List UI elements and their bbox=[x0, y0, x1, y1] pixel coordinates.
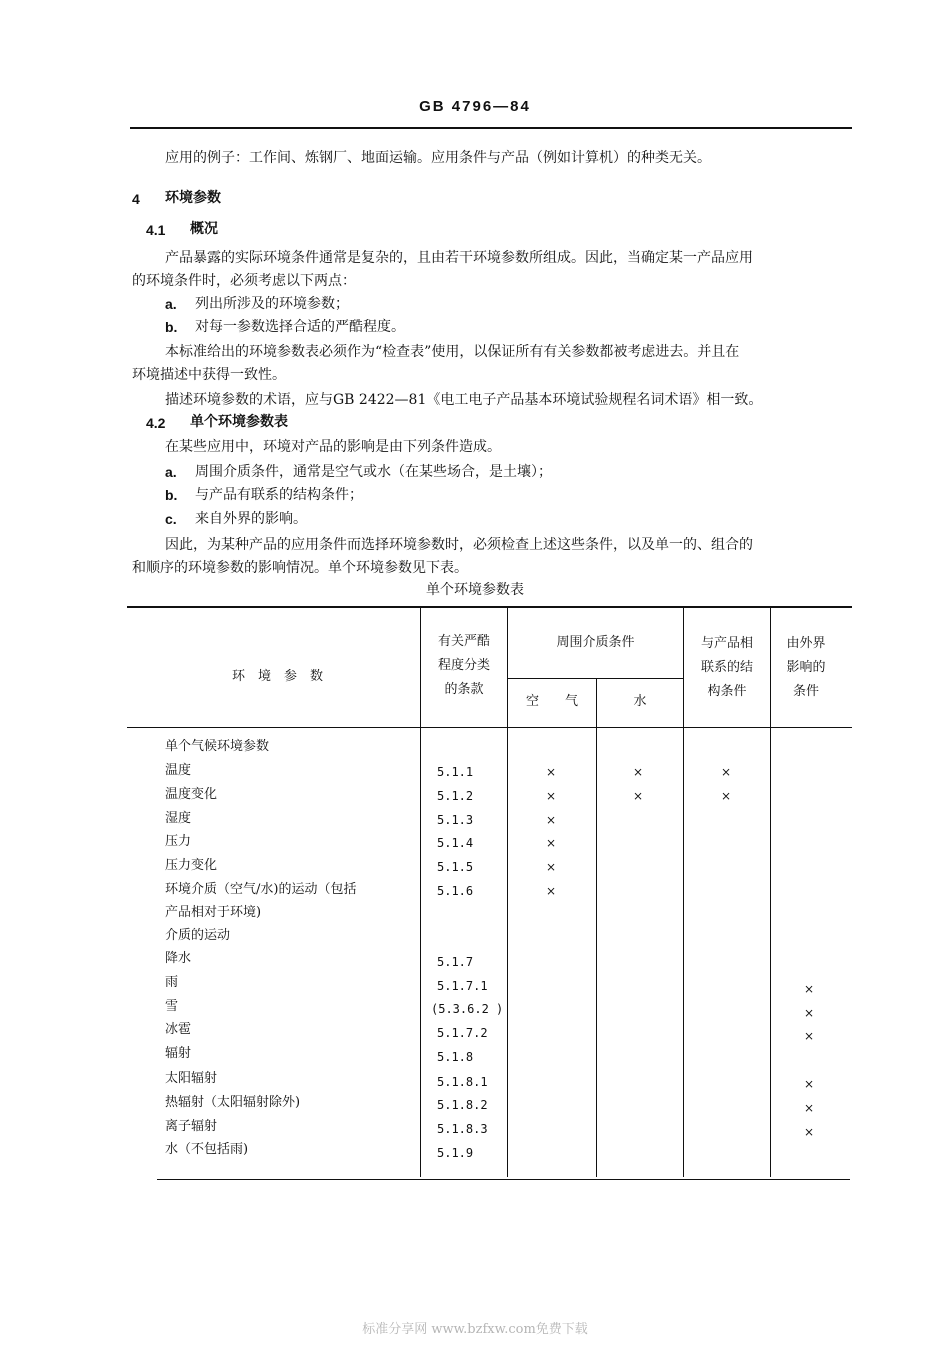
row-param: 产品相对于环境) bbox=[165, 905, 262, 920]
row-param: 冰雹 bbox=[165, 1022, 192, 1037]
mark-external: × bbox=[803, 1077, 815, 1091]
item-b2-text: 与产品有联系的结构条件； bbox=[195, 487, 363, 503]
item-c2-text: 来自外界的影响。 bbox=[195, 511, 307, 527]
header-clause-line2: 程度分类 bbox=[437, 658, 490, 673]
item-b-text: 对每一参数选择合适的严酷程度。 bbox=[195, 319, 405, 335]
row-clause: 5.1.8.3 bbox=[437, 1122, 488, 1136]
mark-struct: × bbox=[720, 789, 732, 803]
mark-water: × bbox=[632, 765, 644, 779]
item-b-mark: b. bbox=[165, 319, 178, 335]
row-clause: 5.1.1 bbox=[437, 765, 474, 779]
row-clause: 5.1.7 bbox=[437, 955, 474, 969]
paragraph-4-2-p2-line1: 因此，为某种产品的应用条件而选择环境参数时，必须检查上述这些条件，以及单一的、组合的 bbox=[165, 537, 753, 553]
item-c2-mark: c. bbox=[165, 511, 177, 527]
col-divider-water bbox=[596, 678, 597, 1177]
section-4-2-title: 单个环境参数表 bbox=[190, 414, 288, 430]
mark-external: × bbox=[803, 1125, 815, 1139]
row-param: 压力变化 bbox=[165, 858, 218, 873]
item-a2-text: 周围介质条件，通常是空气或水（在某些场合，是土壤）； bbox=[195, 464, 552, 480]
mark-air: × bbox=[545, 836, 557, 850]
row-clause: 5.1.2 bbox=[437, 789, 474, 803]
paragraph-4-1-line2: 的环境条件时，必须考虑以下两点： bbox=[132, 273, 356, 289]
item-a2-mark: a. bbox=[165, 464, 177, 480]
header-medium: 周围介质条件 bbox=[556, 635, 635, 650]
row-clause: 5.1.5 bbox=[437, 860, 474, 874]
standard-number-header: GB 4796—84 bbox=[419, 98, 531, 115]
mark-external: × bbox=[803, 982, 815, 996]
header-external-line2: 影响的 bbox=[786, 660, 826, 675]
row-param: 太阳辐射 bbox=[165, 1071, 218, 1086]
paragraph-4-2-p2-line2: 和顺序的环境参数的影响情况。单个环境参数见下表。 bbox=[132, 560, 468, 576]
paragraph-4-1-p3: 描述环境参数的术语，应与GB 2422—81《电工电子产品基本环境试验规程名词术语》相一致。 bbox=[165, 392, 763, 408]
header-external-line3: 条件 bbox=[792, 684, 819, 699]
header-rule bbox=[130, 127, 852, 129]
mark-struct: × bbox=[720, 765, 732, 779]
row-param: 单个气候环境参数 bbox=[165, 739, 270, 754]
row-param: 温度 bbox=[165, 763, 192, 778]
table-header-rule bbox=[127, 727, 852, 728]
row-param: 湿度 bbox=[165, 811, 192, 826]
paragraph-4-1-line1: 产品暴露的实际环境条件通常是复杂的，且由若干环境参数所组成。因此，当确定某一产品应用 bbox=[165, 250, 753, 266]
paragraph-4-1-p2-line2: 环境描述中获得一致性。 bbox=[132, 367, 286, 383]
watermark-footer: 标准分享网 www.bzfxw.com免费下载 bbox=[362, 1322, 588, 1337]
table-bottom-rule bbox=[157, 1179, 850, 1180]
row-param: 辐射 bbox=[165, 1046, 192, 1061]
header-external-line1: 由外界 bbox=[786, 636, 826, 651]
mark-air: × bbox=[545, 765, 557, 779]
table-top-rule bbox=[127, 606, 852, 608]
row-param: 降水 bbox=[165, 951, 192, 966]
row-param: 水（不包括雨) bbox=[165, 1142, 249, 1157]
section-4-2-number: 4.2 bbox=[146, 415, 166, 431]
section-4-1-title: 概况 bbox=[190, 221, 218, 237]
row-clause: 5.1.3 bbox=[437, 813, 474, 827]
header-clause-line1: 有关严酷 bbox=[437, 634, 490, 649]
medium-subheader-rule bbox=[508, 678, 683, 679]
header-water: 水 bbox=[633, 694, 647, 709]
paragraph-4-2-p1: 在某些应用中，环境对产品的影响是由下列条件造成。 bbox=[165, 439, 501, 455]
row-param: 介质的运动 bbox=[165, 928, 231, 943]
header-env-param: 环 境 参 数 bbox=[232, 669, 324, 684]
mark-air: × bbox=[545, 789, 557, 803]
section-4-1-number: 4.1 bbox=[146, 222, 166, 238]
mark-external: × bbox=[803, 1006, 815, 1020]
table-caption: 单个环境参数表 bbox=[426, 582, 524, 598]
header-air: 空 气 bbox=[525, 694, 578, 709]
row-clause: 5.1.8.1 bbox=[437, 1075, 488, 1089]
row-clause: 5.1.6 bbox=[437, 884, 474, 898]
row-clause: 5.1.7.2 bbox=[437, 1026, 488, 1040]
item-a-text: 列出所涉及的环境参数； bbox=[195, 296, 349, 312]
item-a-mark: a. bbox=[165, 296, 177, 312]
mark-external: × bbox=[803, 1101, 815, 1115]
row-param: 雨 bbox=[165, 975, 179, 990]
mark-air: × bbox=[545, 860, 557, 874]
row-clause: (5.3.6.2 ) bbox=[431, 1002, 504, 1016]
row-param: 雪 bbox=[165, 999, 179, 1014]
header-struct-line2: 联系的结 bbox=[700, 660, 753, 675]
mark-air: × bbox=[545, 884, 557, 898]
row-clause: 5.1.9 bbox=[437, 1146, 474, 1160]
row-param: 温度变化 bbox=[165, 787, 218, 802]
section-4-number: 4 bbox=[132, 191, 140, 207]
intro-line: 应用的例子：工作间、炼钢厂、地面运输。应用条件与产品（例如计算机）的种类无关。 bbox=[165, 150, 711, 166]
row-clause: 5.1.7.1 bbox=[437, 979, 488, 993]
header-clause-line3: 的条款 bbox=[444, 682, 484, 697]
mark-water: × bbox=[632, 789, 644, 803]
mark-external: × bbox=[803, 1029, 815, 1043]
row-clause: 5.1.8.2 bbox=[437, 1098, 488, 1112]
row-clause: 5.1.4 bbox=[437, 836, 474, 850]
row-param: 环境介质（空气/水)的运动（包括 bbox=[165, 882, 357, 897]
row-param: 压力 bbox=[165, 834, 192, 849]
header-struct-line3: 构条件 bbox=[707, 684, 747, 699]
header-struct-line1: 与产品相 bbox=[700, 636, 753, 651]
row-param: 热辐射（太阳辐射除外) bbox=[165, 1095, 301, 1110]
header-struct bbox=[684, 632, 770, 704]
paragraph-4-1-p2-line1: 本标准给出的环境参数表必须作为“检查表”使用，以保证所有有关参数都被考虑进去。并且在 bbox=[165, 344, 740, 360]
mark-air: × bbox=[545, 813, 557, 827]
header-external bbox=[771, 632, 841, 704]
header-clause bbox=[421, 630, 507, 702]
item-b2-mark: b. bbox=[165, 487, 178, 503]
row-param: 离子辐射 bbox=[165, 1119, 218, 1134]
section-4-title: 环境参数 bbox=[165, 190, 221, 206]
row-clause: 5.1.8 bbox=[437, 1050, 474, 1064]
